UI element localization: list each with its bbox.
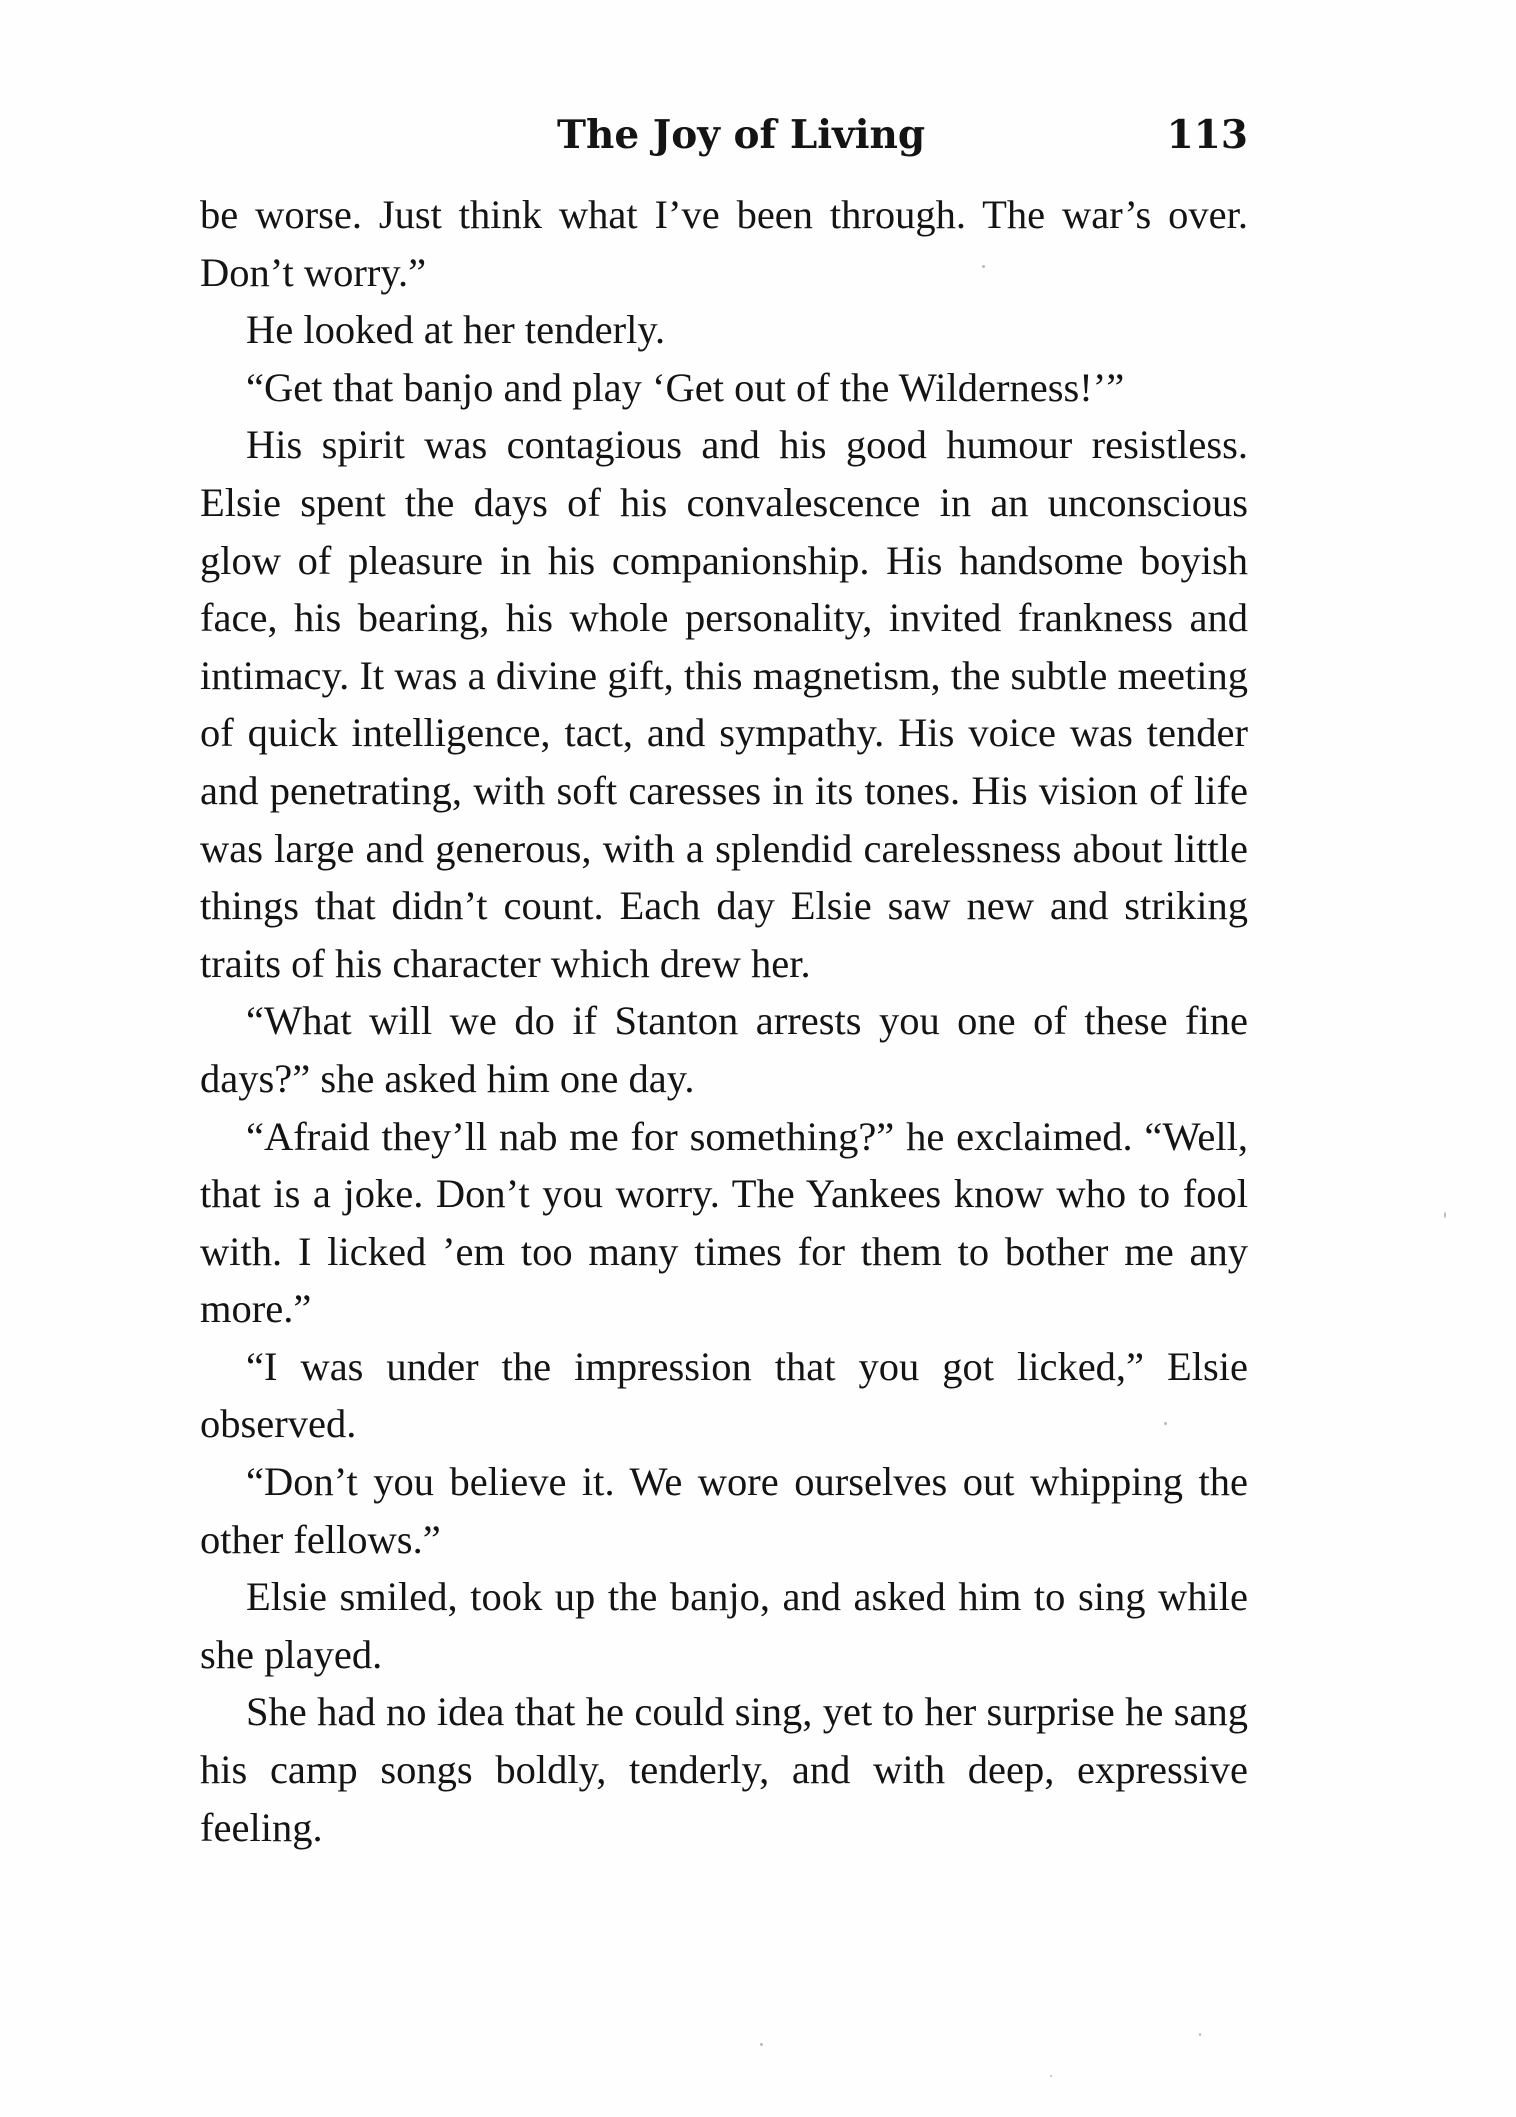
scan-speck <box>1164 1422 1167 1425</box>
scan-speck <box>1199 2033 1201 2036</box>
page-header <box>200 112 1248 172</box>
paragraph: “Afraid they’ll nab me for something?” he exclaimed. “Well, that is a joke. Don’t you worry. The Yankees know who to fool with. I licked ’em too many times for them to bother me any more.” <box>200 1113 1248 1332</box>
paragraph: Elsie smiled, took up the banjo, and asked him to sing while she played. <box>200 1574 1248 1677</box>
paragraph: “What will we do if Stanton arrests you one of these fine days?” she asked him one day. <box>200 998 1248 1101</box>
paragraph: She had no idea that he could sing, yet to her surprise he sang his camp songs boldly, tenderly, and with deep, expressive feeling. <box>200 1689 1248 1850</box>
body-text <box>200 186 1248 1856</box>
running-title: The Joy of Living <box>557 112 926 158</box>
scan-speck <box>760 2043 763 2046</box>
scan-speck <box>1444 1212 1446 1218</box>
page-number: 113 <box>1166 112 1248 158</box>
paragraph: “I was under the impression that you got licked,” Elsie observed. <box>200 1343 1248 1447</box>
paragraph: His spirit was contagious and his good humour resistless. Elsie spent the days of his convalescence in an unconscious glow of pleasure in his companionship. His handsome boyish face, his bearing, his whole personality, invited frankness and intimacy. It was a divine gift, this magnetism, the subtle meeting of quick intelligence, tact, and sympathy. His voice was tender and penetrating, with soft caresses in its tones. His vision of life was large and generous, with a splendid carelessness about little things that didn’t count. Each day Elsie saw new and striking traits of his character which drew her. <box>200 422 1248 986</box>
scan-speck <box>982 265 985 268</box>
paragraph: He looked at her tenderly. <box>246 307 666 353</box>
paragraph: “Don’t you believe it. We wore ourselves out whipping the other fellows.” <box>200 1459 1248 1562</box>
scan-speck <box>1050 2075 1052 2077</box>
paragraph: be worse. Just think what I’ve been through. The war’s over. Don’t worry.” <box>200 192 1248 295</box>
paragraph: “Get that banjo and play ‘Get out of the Wilderness!’” <box>246 364 1125 410</box>
